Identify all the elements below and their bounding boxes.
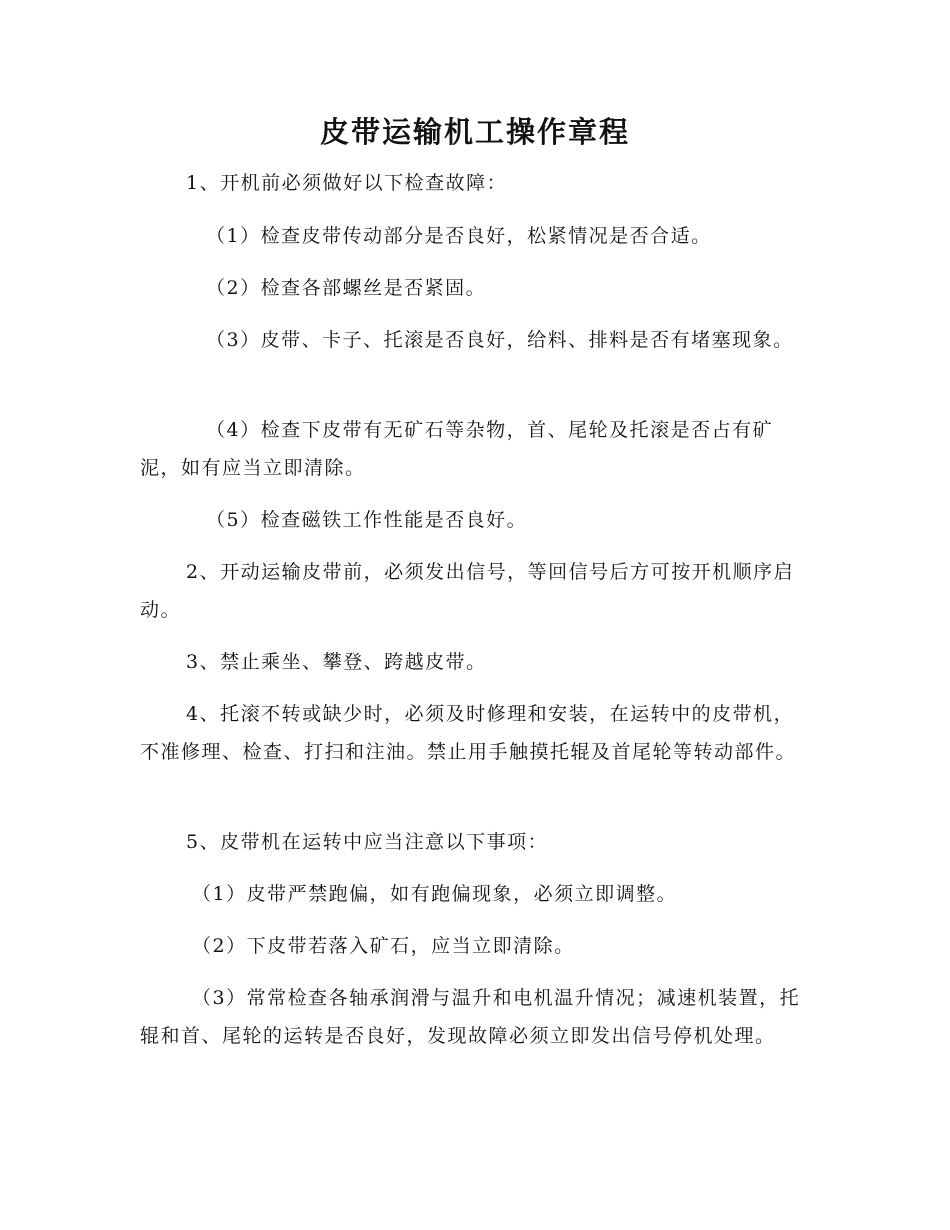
paragraph-5-2: （2）下皮带若落入矿石，应当立即清除。 bbox=[192, 935, 575, 957]
paragraph-1-3: （3）皮带、卡子、托滚是否良好，给料、排料是否有堵塞现象。 bbox=[206, 329, 794, 351]
paragraph-1-4: （4）检查下皮带有无矿石等杂物，首、尾轮及托滚是否占有矿泥，如有应当立即清除。 bbox=[140, 419, 774, 479]
paragraph-2: 2、开动运输皮带前，必须发出信号，等回信号后方可按开机顺序启动。 bbox=[140, 561, 795, 621]
paragraph-5: 5、皮带机在运转中应当注意以下事项： bbox=[186, 831, 549, 853]
document-title: 皮带运输机工操作章程 bbox=[319, 115, 630, 149]
paragraph-3: 3、禁止乘坐、攀登、跨越皮带。 bbox=[186, 651, 487, 673]
paragraph-1-5: （5）检查磁铁工作性能是否良好。 bbox=[206, 509, 528, 531]
paragraph-1-1: （1）检查皮带传动部分是否良好，松紧情况是否合适。 bbox=[206, 225, 712, 247]
paragraph-1-2: （2）检查各部螺丝是否紧固。 bbox=[206, 277, 487, 299]
paragraph-1: 1、开机前必须做好以下检查故障： bbox=[186, 172, 508, 194]
paragraph-5-3: （3）常常检查各轴承润滑与温升和电机温升情况；减速机装置，托辊和首、尾轮的运转是否良好，发现故障必须立即发出信号停机处理。 bbox=[140, 987, 801, 1047]
paragraph-4: 4、托滚不转或缺少时，必须及时修理和安装，在运转中的皮带机，不准修理、检查、打扫和注油。禁止用手触摸托辊及首尾轮等转动部件。 bbox=[140, 703, 797, 763]
paragraph-5-1: （1）皮带严禁跑偏，如有跑偏现象，必须立即调整。 bbox=[192, 883, 678, 905]
